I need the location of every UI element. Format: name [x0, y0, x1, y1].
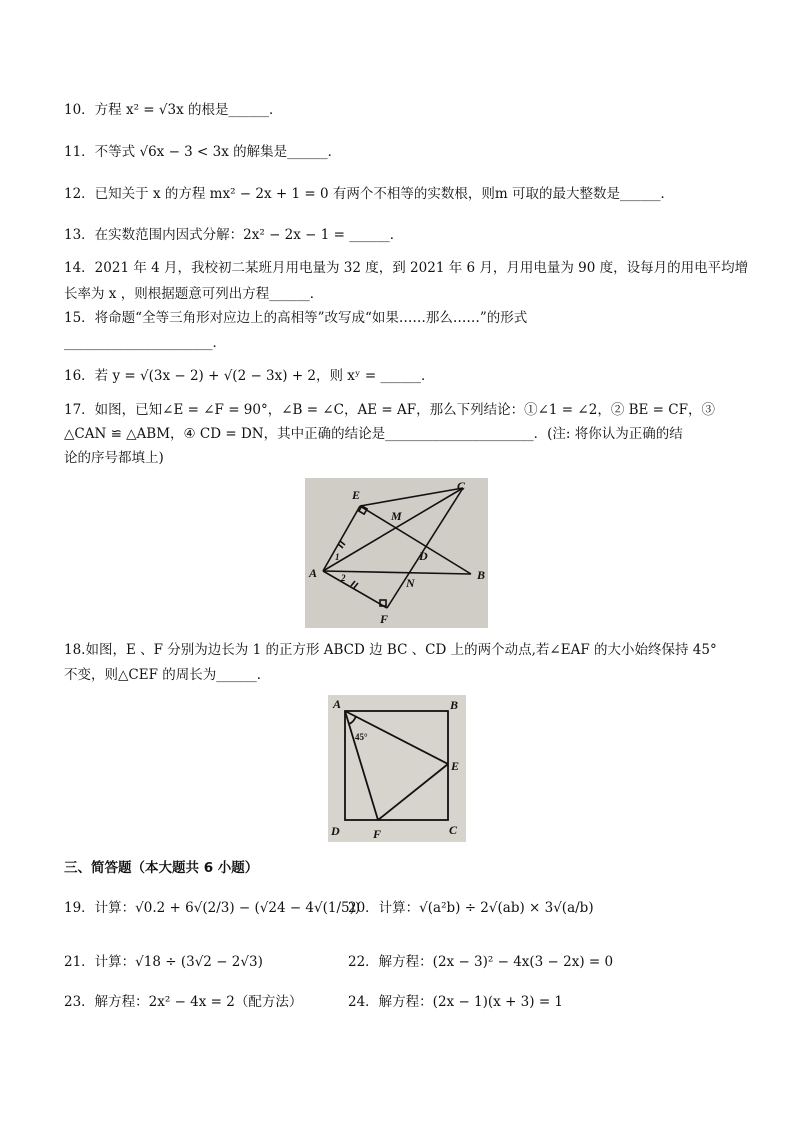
question-17-line1: 17．如图，已知∠E = ∠F = 90°，∠B = ∠C，AE = AF，那么下列结论：①∠1 = ∠2，② BE = CF，③ [64, 402, 715, 418]
fig18-label-E: E [451, 759, 460, 773]
fig17-label-M: M [391, 509, 402, 523]
fig17-label-B: B [477, 568, 486, 582]
question-14-line1: 14．2021 年 4 月，我校初二某班月用电量为 32 度，到 2021 年 6 月，月用电量为 90 度，设每月的用电平均增 [64, 260, 749, 276]
question-18-line1: 18.如图，E 、F 分别为边长为 1 的正方形 ABCD 边 BC 、CD 上的两个动点,若∠EAF 的大小始终保持 45° [64, 642, 717, 658]
fig18-label-A: A [333, 697, 342, 711]
fig17-label-A: A [309, 566, 318, 580]
question-20: 20．计算：√(a²b) ÷ 2√(ab) × 3√(a/b) [348, 900, 594, 916]
fig17-label-E: E [352, 488, 361, 502]
question-19: 19．计算：√0.2 + 6√(2/3) − (√24 − 4√(1/5)) [64, 900, 361, 916]
question-14-line2: 长率为 x ，则根据题意可列出方程______． [64, 286, 324, 302]
question-13: 13．在实数范围内因式分解：2x² − 2x − 1 = ______． [64, 227, 404, 243]
fig17-label-1: 1 [335, 552, 340, 562]
fig17-label-F: F [380, 612, 389, 626]
question-17-line2: △CAN ≌ △ABM，④ CD = DN，其中正确的结论是______________________．(注: 将你认为正确的结 [64, 426, 683, 442]
fig17-label-N: N [406, 576, 415, 590]
question-21: 21．计算：√18 ÷ (3√2 − 2√3) [64, 954, 263, 970]
section-3-heading: 三、简答题（本大题共 6 小题） [64, 860, 259, 876]
question-22: 22．解方程：(2x − 3)² − 4x(3 − 2x) = 0 [348, 954, 614, 970]
question-24: 24．解方程：(2x − 1)(x + 3) = 1 [348, 994, 564, 1010]
question-18-line2: 不变，则△CEF 的周长为______． [64, 667, 271, 683]
fig17-label-D: D [419, 549, 428, 563]
question-23: 23．解方程：2x² − 4x = 2（配方法） [64, 994, 303, 1010]
question-11: 11．不等式 √6x − 3 < 3x 的解集是______． [64, 144, 342, 160]
question-15-line2: ______________________． [64, 335, 226, 351]
figure-18 [328, 695, 466, 842]
question-10: 10．方程 x² = √3x 的根是______． [64, 102, 283, 118]
fig18-label-B: B [450, 698, 459, 712]
question-12: 12．已知关于 x 的方程 mx² − 2x + 1 = 0 有两个不相等的实数根，则m 可取的最大整数是______． [64, 186, 674, 202]
fig17-label-2: 2 [341, 573, 346, 583]
figure-17 [305, 478, 488, 628]
question-17-line3: 论的序号都填上) [64, 450, 164, 466]
fig18-label-45deg: 45° [355, 732, 368, 742]
fig18-label-F: F [373, 827, 382, 841]
question-16: 16．若 y = √(3x − 2) + √(2 − 3x) + 2，则 xʸ = ______． [64, 368, 435, 384]
fig18-label-C: C [449, 823, 458, 837]
fig17-label-C: C [457, 479, 466, 493]
question-15-line1: 15．将命题“全等三角形对应边上的高相等”改写成“如果……那么……”的形式 [64, 310, 528, 326]
fig18-label-D: D [331, 824, 340, 838]
